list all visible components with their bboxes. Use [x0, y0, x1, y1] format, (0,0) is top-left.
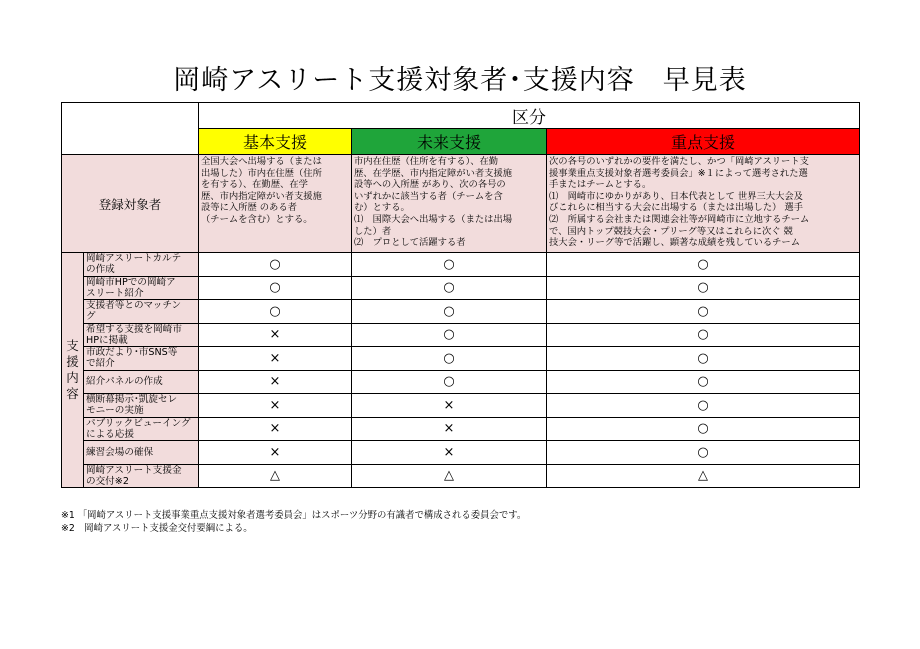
registration-future-line: 設等への入所歴 があり、次の各号の [354, 179, 506, 191]
support-item-line: モニーの実施 [86, 405, 144, 417]
support-item [84, 323, 199, 347]
registration-priority [547, 155, 860, 253]
mark-basic: ○ [199, 253, 352, 277]
mark-basic: ○ [199, 300, 352, 324]
support-label-char: 内 [66, 370, 79, 385]
mark-future: × [352, 441, 547, 465]
support-item-line: で紹介 [86, 358, 115, 370]
registration-basic-line: を有する）、在勤歴、在学 [201, 179, 308, 191]
kubun-header: 区分 [199, 103, 860, 129]
support-item-line: の交付※2 [86, 475, 129, 487]
support-item [84, 464, 199, 488]
registration-priority-line: ⑵ 所属する会社または関連会社等が岡崎市に立地するチーム [549, 213, 810, 225]
support-item-line: グ [86, 311, 96, 323]
support-label-char: 支 [66, 338, 79, 353]
mark-priority: ○ [547, 300, 860, 324]
support-item [84, 347, 199, 371]
registration-basic-line: 出場した）市内在住歴（住所 [201, 167, 322, 179]
mark-basic: ○ [199, 276, 352, 300]
registration-future [352, 155, 547, 253]
footnotes [61, 509, 526, 535]
registration-priority-line: 援事業重点支援対象者選考委員会」※１によって選考された選 [549, 167, 808, 179]
registration-priority-line: 手またはチームとする。 [549, 179, 652, 191]
support-item-line: 希望する支援を岡崎市 [86, 323, 182, 335]
table-row [62, 300, 860, 324]
table-row [62, 253, 860, 277]
mark-future: ○ [352, 370, 547, 394]
support-item-line: 横断幕掲示･凱旋セレ [86, 394, 178, 406]
mark-future: × [352, 394, 547, 418]
support-item-line: 市政だより･市SNS等 [86, 347, 178, 359]
support-item [84, 441, 199, 465]
category-basic: 基本支援 [199, 129, 352, 155]
mark-basic: × [199, 394, 352, 418]
page-title: 岡崎アスリート支援対象者･支援内容 早見表 [173, 65, 747, 96]
mark-priority: ○ [547, 347, 860, 371]
mark-future: ○ [352, 300, 547, 324]
footnote-1: ※1 「岡崎アスリート支援事業重点支援対象者選考委員会」はスポーツ分野の有識者で構成される委員会です。 [61, 510, 527, 521]
table-row [62, 441, 860, 465]
registration-basic [199, 155, 352, 253]
mark-priority: △ [547, 464, 860, 488]
table-row [62, 276, 860, 300]
mark-basic: △ [199, 464, 352, 488]
mark-priority: ○ [547, 276, 860, 300]
registration-future-line: 市内在住歴（住所を有する）、在勤 [354, 156, 499, 167]
registration-future-line: ⑵ プロとして活躍する者 [354, 237, 466, 249]
support-item-line: 紹介パネルの作成 [86, 376, 163, 388]
mark-priority: ○ [547, 253, 860, 277]
mark-future: ○ [352, 253, 547, 277]
mark-future: × [352, 417, 547, 441]
support-item [84, 417, 199, 441]
mark-priority: ○ [547, 417, 860, 441]
category-future: 未来支援 [352, 129, 547, 155]
support-label-char: 援 [66, 354, 79, 369]
category-priority: 重点支援 [547, 129, 860, 155]
mark-priority: ○ [547, 370, 860, 394]
support-item-line: スリート紹介 [86, 287, 144, 299]
mark-basic: × [199, 417, 352, 441]
table-row [62, 370, 860, 394]
registration-basic-line: 歴、市内指定障がい者支援施 [201, 190, 322, 202]
table-row [62, 394, 860, 418]
mark-basic: × [199, 323, 352, 347]
registration-future-line: ⑴ 国際大会へ出場する（または出場 [354, 213, 513, 225]
support-item-line: の作成 [86, 264, 115, 276]
mark-priority: ○ [547, 323, 860, 347]
mark-future: ○ [352, 276, 547, 300]
support-item [84, 300, 199, 324]
support-item-line: HPに掲載 [86, 334, 128, 346]
mark-priority: ○ [547, 394, 860, 418]
table-row [62, 464, 860, 488]
support-item-line: パブリックビューイング [86, 417, 191, 429]
registration-basic-line: 設等に入所歴 のある者 [201, 202, 297, 214]
support-item [84, 370, 199, 394]
corner-cell [62, 103, 199, 155]
table-row [62, 417, 860, 441]
mark-future: ○ [352, 347, 547, 371]
registration-priority-line: ⑴ 岡崎市にゆかりがあり、日本代表として 世界三大大会及 [549, 190, 803, 202]
registration-priority-line: 技大会・リーグ等で活躍し、顕著な成績を残しているチーム [549, 237, 801, 249]
mark-priority: ○ [547, 441, 860, 465]
mark-basic: × [199, 347, 352, 371]
table-row [62, 347, 860, 371]
mark-basic: × [199, 370, 352, 394]
mark-future: △ [352, 464, 547, 488]
support-item [84, 394, 199, 418]
support-item-line: による応援 [86, 428, 134, 440]
table-row [62, 323, 860, 347]
support-label-char: 容 [66, 386, 79, 401]
support-content-label [62, 253, 84, 488]
registration-basic-line: 全国大会へ出場する（または [201, 156, 322, 167]
mark-future: ○ [352, 323, 547, 347]
registration-future-line: む）とする。 [354, 202, 410, 214]
registration-priority-line: 次の各号のいずれかの要件を満たし、かつ「岡崎アスリート支 [549, 156, 809, 167]
support-table [61, 102, 860, 488]
mark-basic: × [199, 441, 352, 465]
registration-priority-line: びこれらに相当する大会に出場する（または出場した） 選手 [549, 202, 803, 214]
registration-basic-line: （チームを含む）とする。 [201, 213, 313, 225]
registration-future-line: いずれかに該当する者（チームを含 [354, 190, 503, 202]
registration-priority-line: で、国内トップ競技大会・プリーグ等又はこれらに次ぐ 競 [549, 225, 793, 237]
support-item [84, 253, 199, 277]
support-item-line: 岡崎アスリート支援金 [86, 464, 182, 476]
support-item-line: 岡崎アスリートカルテ [86, 253, 182, 265]
registration-label: 登録対象者 [62, 155, 199, 253]
support-item-line: 支援者等とのマッチン [86, 300, 182, 312]
registration-future-line: 歴、在学歴、市内指定障がい者支援施 [354, 167, 513, 179]
footnote-2: ※2 岡崎アスリート支援金交付要綱による。 [61, 523, 253, 534]
support-item [84, 276, 199, 300]
support-item-line: 練習会場の確保 [86, 446, 154, 458]
support-item-line: 岡崎市HPでの岡崎ア [86, 276, 176, 288]
registration-future-line: した）者 [354, 225, 392, 237]
